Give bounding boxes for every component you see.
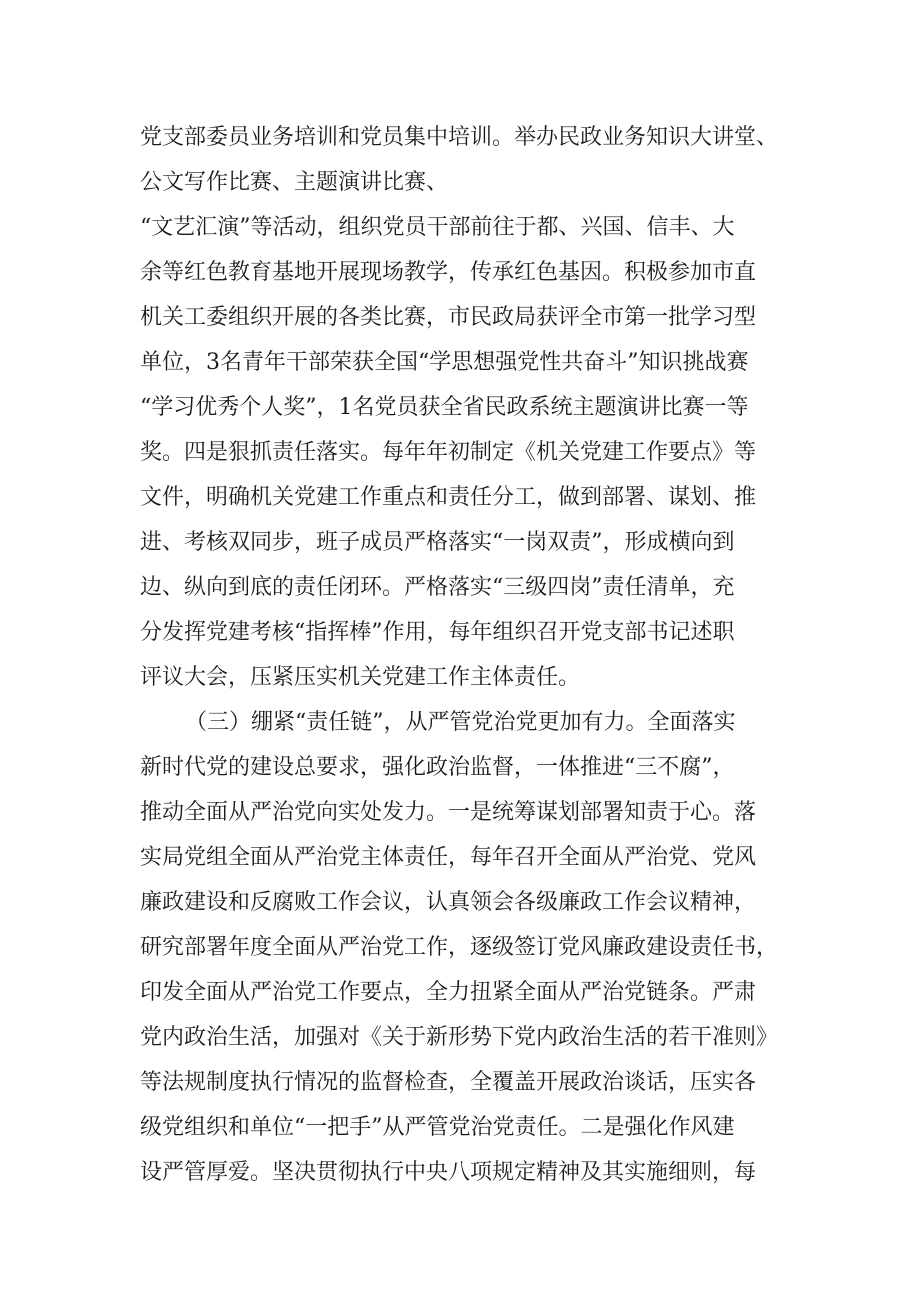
- text-line-16: 推动全面从严治党向实处发力。一是统筹谋划部署知责于心。落: [140, 800, 757, 825]
- text-line-1: 党支部委员业务培训和党员集中培训。举办民政业务知识大讲堂、: [140, 125, 779, 150]
- text-line-18: 廉政建设和反腐败工作会议，认真领会各级廉政工作会议精神，: [140, 890, 757, 915]
- text-line-24: 设严管厚爱。坚决贯彻执行中央八项规定精神及其实施细则，每: [140, 1160, 757, 1185]
- text-line-20: 印发全面从严治党工作要点，全力扭紧全面从严治党链条。严肃: [140, 980, 757, 1005]
- text-line-13: 评议大会，压紧压实机关党建工作主体责任。: [140, 665, 581, 690]
- text-line-7: “学习优秀个人奖”，1名党员获全省民政系统主题演讲比赛一等: [140, 395, 749, 420]
- text-line-22: 等法规制度执行情况的监督检查，全覆盖开展政治谈话，压实各: [140, 1070, 757, 1095]
- text-line-3: “文艺汇演”等活动，组织党员干部前往于都、兴国、信丰、大: [140, 215, 735, 240]
- text-line-11: 边、纵向到底的责任闭环。严格落实“三级四岗”责任清单，充: [140, 575, 735, 600]
- text-line-6: 单位，3名青年干部荣获全国“学思想强党性共奋斗”知识挑战赛: [140, 350, 749, 375]
- text-line-2: 公文写作比赛、主题演讲比赛、: [140, 170, 449, 195]
- text-line-17: 实局党组全面从严治党主体责任，每年召开全面从严治党、党风: [140, 845, 757, 870]
- text-line-21: 党内政治生活，加强对《关于新形势下党内政治生活的若干准则》: [140, 1025, 779, 1050]
- section-heading-3: （三）绷紧“责任链”，从严管党治党更加有力。全面落实: [185, 710, 736, 735]
- text-line-23: 级党组织和单位“一把手”从严管党治党责任。二是强化作风建: [140, 1115, 735, 1140]
- text-line-12: 分发挥党建考核“指挥棒”作用，每年组织召开党支部书记述职: [140, 620, 735, 645]
- text-line-5: 机关工委组织开展的各类比赛，市民政局获评全市第一批学习型: [140, 305, 757, 330]
- text-line-10: 进、考核双同步，班子成员严格落实“一岗双责”，形成横向到: [140, 530, 735, 555]
- text-line-15: 新时代党的建设总要求，强化政治监督，一体推进“三不腐”，: [140, 755, 735, 780]
- text-line-8: 奖。四是狠抓责任落实。每年年初制定《机关党建工作要点》等: [140, 440, 757, 465]
- text-line-19: 研究部署年度全面从严治党工作，逐级签订党风廉政建设责任书，: [140, 935, 779, 960]
- text-line-4: 余等红色教育基地开展现场教学，传承红色基因。积极参加市直: [140, 260, 757, 285]
- text-line-9: 文件，明确机关党建工作重点和责任分工，做到部署、谋划、推: [140, 485, 757, 510]
